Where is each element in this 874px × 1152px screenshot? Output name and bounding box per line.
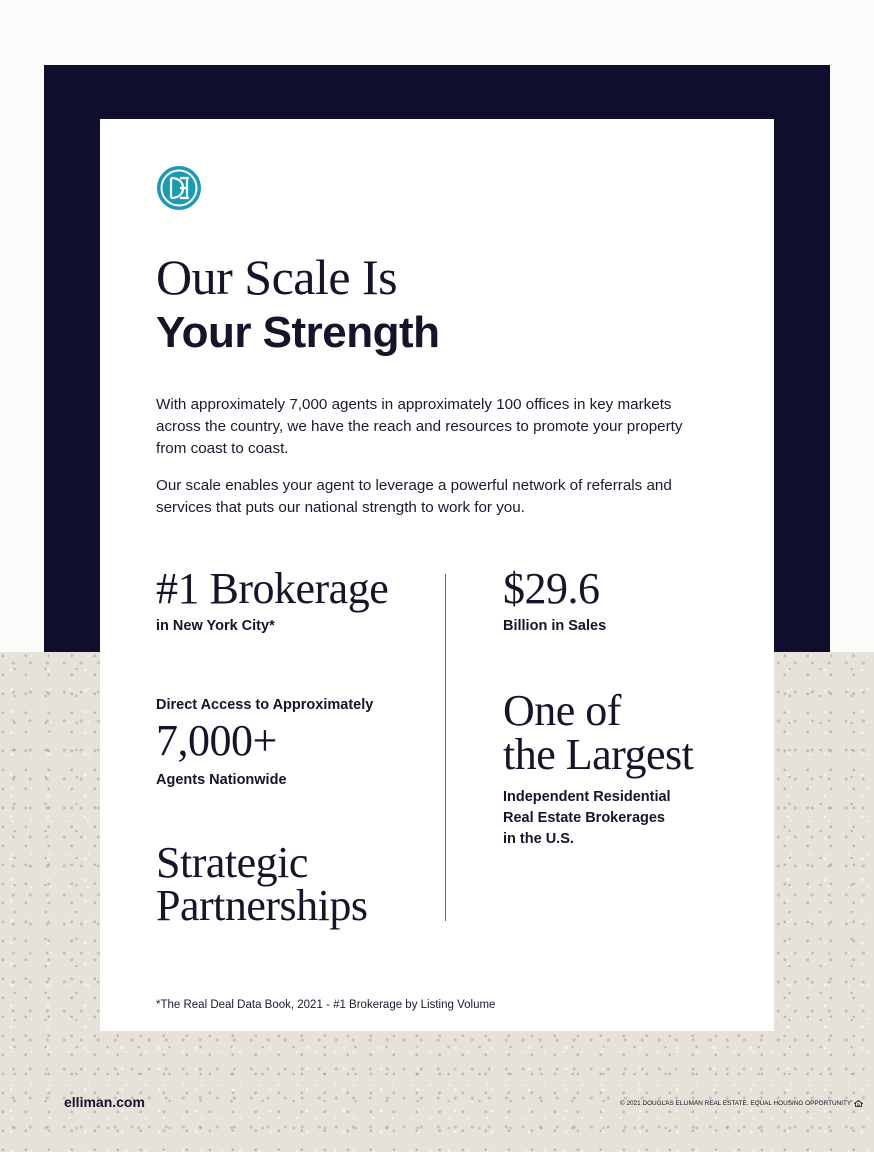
stat-largest-value-line1: One of [503,686,621,735]
intro-paragraph-2: Our scale enables your agent to leverage a powerful network of referrals and services that puts our national strength to work for you. [156,477,672,516]
page-title-line2: Your Strength [156,308,440,357]
intro-paragraph-1: With approximately 7,000 agents in approximately 100 offices in key markets across the country, we have the reach and resources to promote your property from coast to coast. [156,396,683,457]
website-link[interactable]: elliman.com [64,1094,145,1110]
content-card [100,119,774,1031]
stat-agents-caption: Agents Nationwide [156,772,287,788]
stat-brokerage-caption: in New York City* [156,618,275,634]
copyright-text: © 2021 DOUGLAS ELLIMAN REAL ESTATE. EQUAL HOUSING OPPORTUNITY [620,1100,852,1108]
stat-agents-prefix: Direct Access to Approximately [156,697,374,713]
stat-largest-value [503,686,694,779]
stat-partnerships-value [156,838,368,930]
equal-housing-icon [854,1100,863,1107]
stat-brokerage-value: #1 Brokerage [156,564,389,613]
stat-agents-value: 7,000+ [156,716,277,765]
stat-partnerships-line1: Strategic [156,838,308,887]
stat-largest-caption-line3: in the U.S. [503,831,574,847]
stat-largest-caption [503,787,671,850]
footnote: *The Real Deal Data Book, 2021 - #1 Brokerage by Listing Volume [156,999,496,1011]
stat-largest-value-line2: the Largest [503,730,694,779]
douglas-elliman-logo-icon [156,165,202,211]
stat-partnerships-line2: Partnerships [156,881,368,930]
stat-largest-caption-line1: Independent Residential [503,789,671,805]
stat-sales-caption: Billion in Sales [503,618,607,634]
copyright-line [620,1100,863,1107]
stat-largest-caption-line2: Real Estate Brokerages [503,810,665,826]
page-title-line1: Our Scale Is [156,249,398,305]
vertical-divider [445,574,446,921]
stat-sales-value: $29.6 [503,564,600,613]
